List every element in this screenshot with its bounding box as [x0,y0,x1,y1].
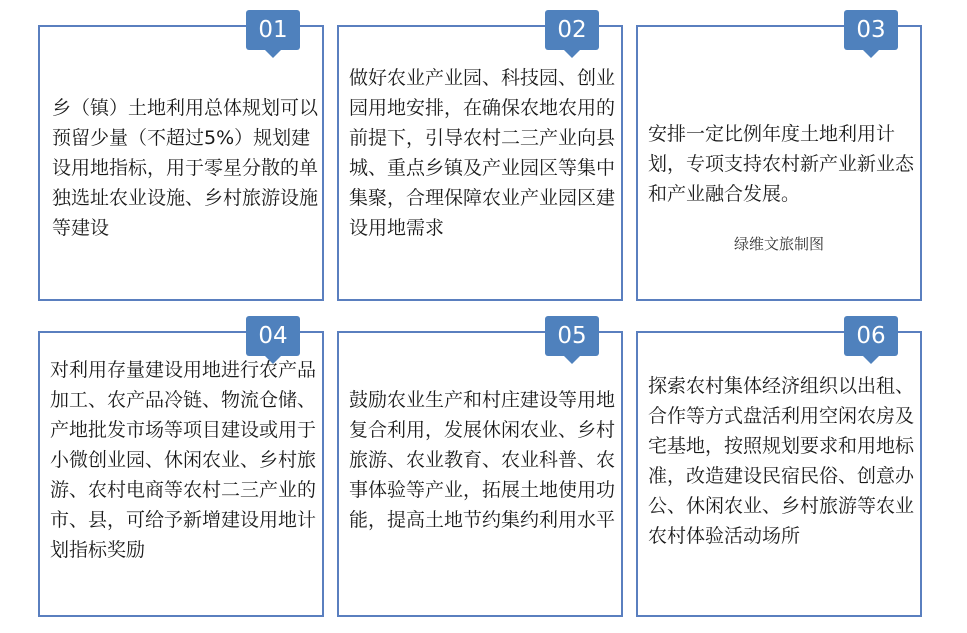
card-04 [38,323,324,617]
card-text: 做好农业产业园、科技园、创业园用地安排，在确保农地农用的前提下，引导农村二三产业向县城、重点乡镇及产业园区等集中集聚，合理保障农业产业园区建设用地需求 [349,67,616,239]
card-number-badge: 01 [246,10,300,50]
card-text: 探索农村集体经济组织以出租、合作等方式盘活利用空闲农房及宅基地，按照规划要求和用地标准，改造建设民宿民俗、创意办公、休闲农业、乡村旅游等农业农村体验活动场所 [648,375,915,547]
card-number-badge: 04 [246,316,300,356]
card-02 [337,17,623,301]
card-text: 对利用存量建设用地进行农产品加工、农产品冷链、物流仓储、产地批发市场等项目建设或用于小微创业园、休闲农业、乡村旅游、农村电商等农村二三产业的市、县，可给予新增建设用地计划指标奖励 [50,359,317,561]
card-text: 鼓励农业生产和村庄建设等用地复合利用，发展休闲农业、乡村旅游、农业教育、农业科普、农事体验等产业，拓展土地使用功能，提高土地节约集约利用水平 [349,389,616,531]
card-text: 安排一定比例年度土地利用计划，专项支持农村新产业新业态和产业融合发展。 [648,123,915,205]
card-text: 乡（镇）土地利用总体规划可以预留少量（不超过5%）规划建设用地指标，用于零星分散的单独选址农业设施、乡村旅游设施等建设 [52,97,319,239]
card-number-badge: 02 [545,10,599,50]
card-number-badge: 03 [844,10,898,50]
card-01 [38,17,324,301]
card-number-badge: 05 [545,316,599,356]
image-credit: 绿维文旅制图 [733,235,824,253]
card-03 [636,17,922,301]
card-number-badge: 06 [844,316,898,356]
card-05 [337,323,623,617]
card-06 [636,323,922,617]
